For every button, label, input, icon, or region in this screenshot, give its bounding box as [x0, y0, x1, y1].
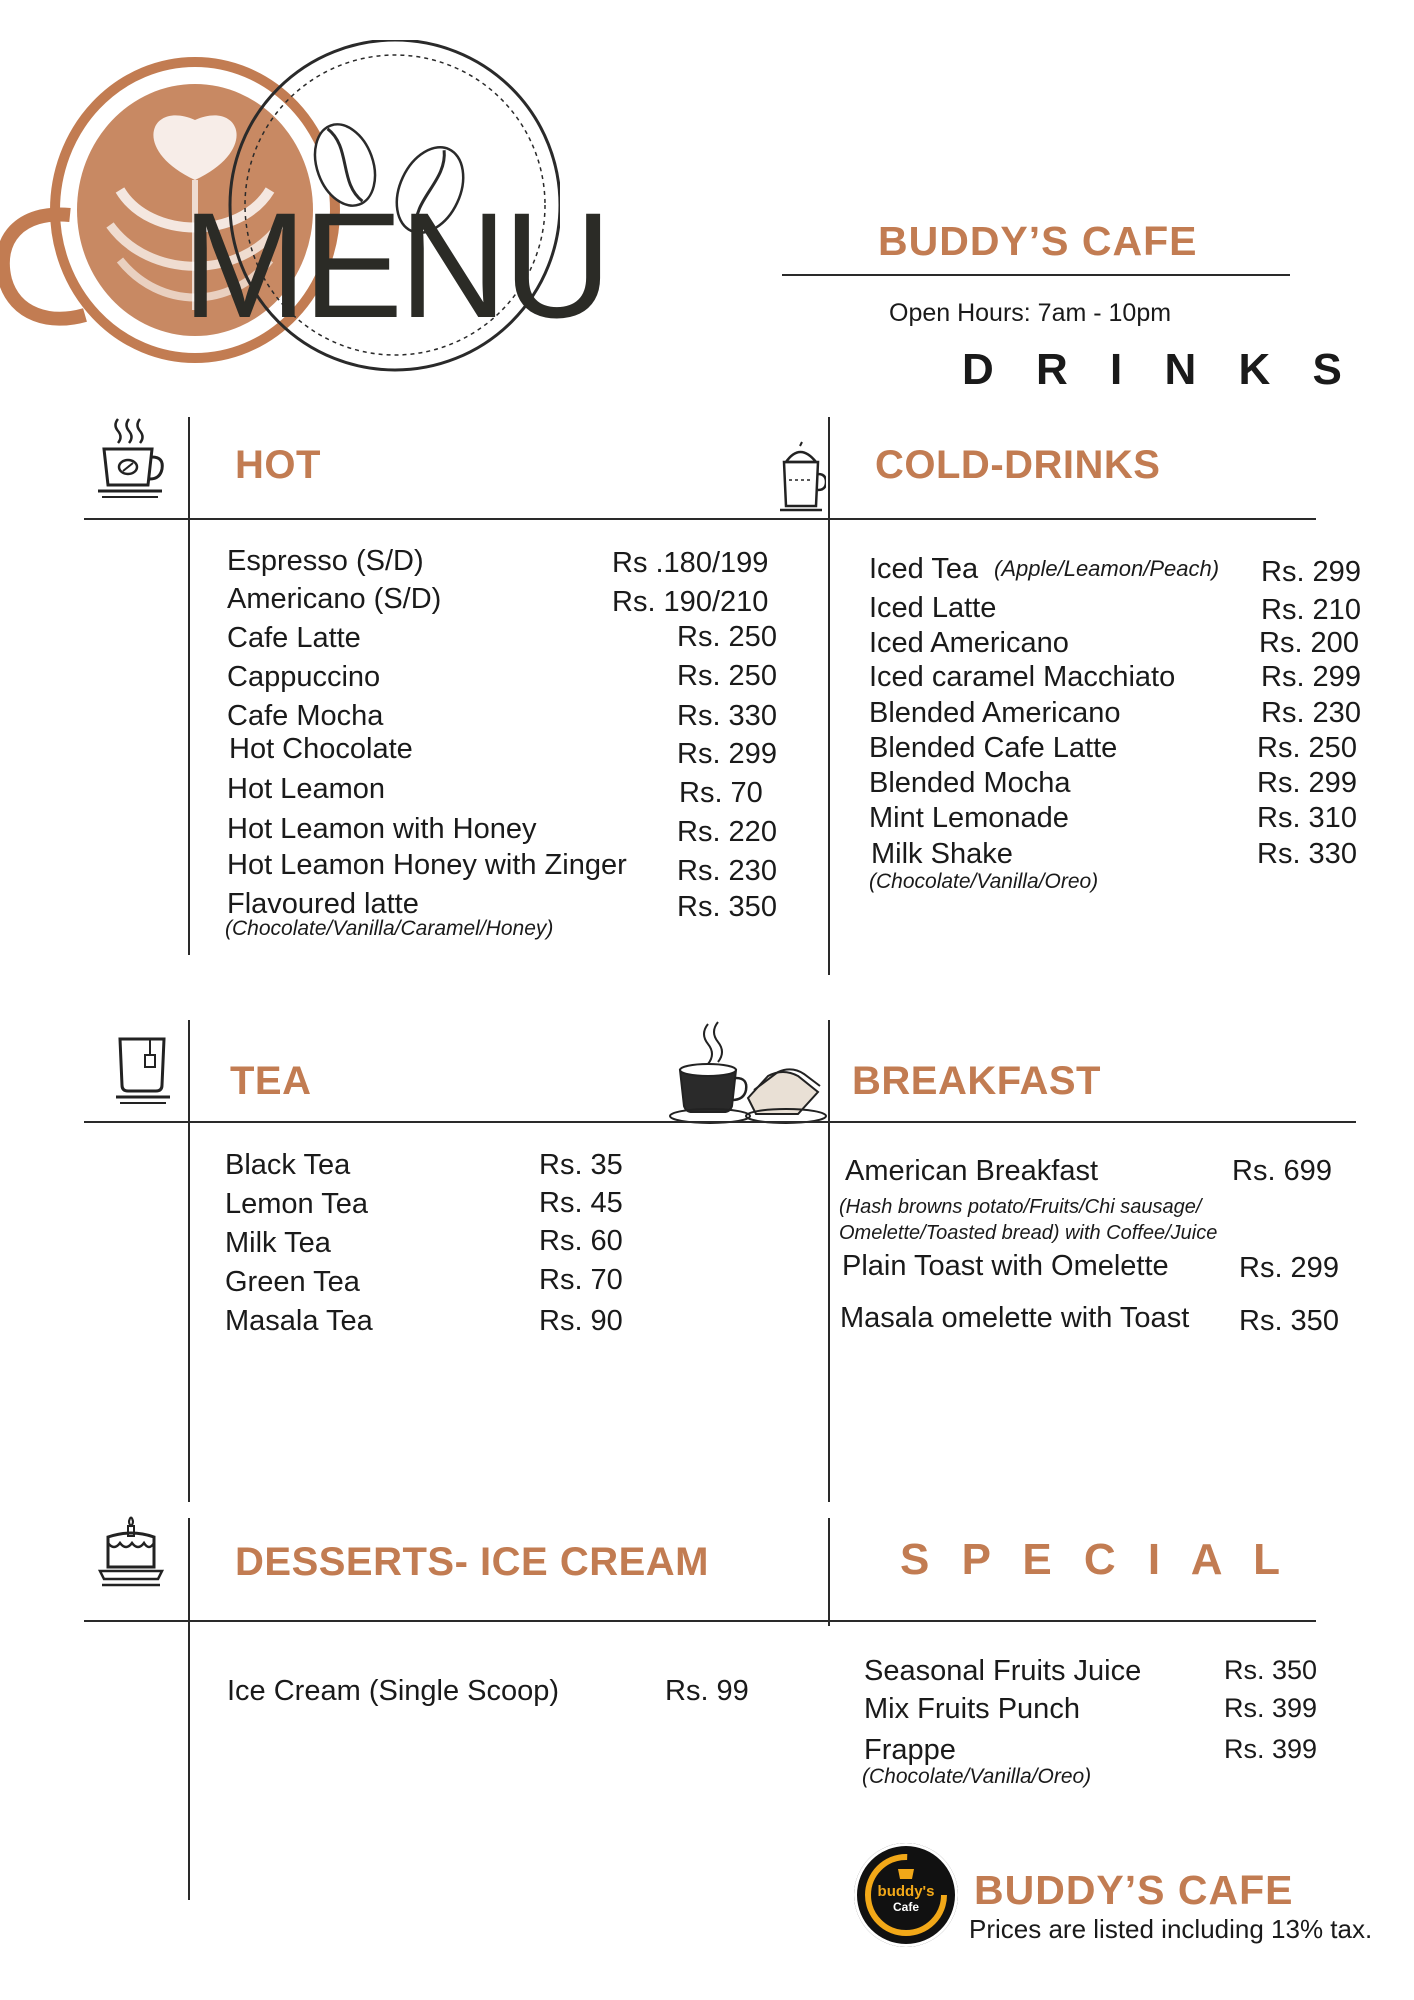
special-section-title: S P E C I A L	[900, 1535, 1290, 1584]
american-breakfast-note-1: (Hash browns potato/Fruits/Chi sausage/	[839, 1196, 1202, 1218]
hot-price-cappuccino: Rs. 250	[677, 660, 777, 692]
hot-price-hot-leamon-honey: Rs. 220	[677, 816, 777, 848]
special-item-frappe: Frappe	[864, 1734, 956, 1766]
open-hours: Open Hours: 7am - 10pm	[889, 299, 1172, 327]
hot-price-hot-chocolate: Rs. 299	[677, 738, 777, 770]
tea-item-milk-tea: Milk Tea	[225, 1227, 331, 1259]
tea-item-black-tea: Black Tea	[225, 1149, 351, 1181]
cold-price-mint-lemonade: Rs. 310	[1257, 802, 1357, 834]
special-item-mix-fruits-punch: Mix Fruits Punch	[864, 1693, 1080, 1725]
hot-price-americano: Rs. 190/210	[612, 586, 769, 618]
desserts-column-divider	[188, 1518, 190, 1900]
middle-center-divider	[828, 1020, 830, 1502]
flavoured-latte-note: (Chocolate/Vanilla/Caramel/Honey)	[225, 917, 554, 940]
footer-cafe-name: BUDDY’S CAFE	[974, 1867, 1294, 1913]
special-item-seasonal-juice: Seasonal Fruits Juice	[864, 1655, 1142, 1687]
breakfast-price-american: Rs. 699	[1232, 1155, 1332, 1187]
middle-header-line	[84, 1121, 1356, 1123]
cold-price-iced-latte: Rs. 210	[1261, 594, 1361, 626]
tea-price-milk-tea: Rs. 60	[539, 1225, 623, 1257]
cold-price-blended-americano: Rs. 230	[1261, 697, 1361, 729]
milk-shake-note: (Chocolate/Vanilla/Oreo)	[869, 870, 1099, 893]
cold-item-milk-shake: Milk Shake	[871, 838, 1013, 870]
hot-price-flavoured-latte: Rs. 350	[677, 891, 777, 923]
cold-price-iced-caramel-macchiato: Rs. 299	[1261, 661, 1361, 693]
tea-item-lemon-tea: Lemon Tea	[225, 1188, 368, 1220]
cold-item-iced-americano: Iced Americano	[869, 627, 1069, 659]
header-divider	[782, 274, 1290, 276]
hot-coffee-cup-icon	[96, 415, 166, 500]
cold-price-blended-mocha: Rs. 299	[1257, 767, 1357, 799]
dessert-price-ice-cream: Rs. 99	[665, 1675, 749, 1707]
tea-price-black-tea: Rs. 35	[539, 1149, 623, 1181]
tea-cup-icon	[112, 1035, 174, 1105]
hot-price-hot-leamon: Rs. 70	[679, 777, 763, 809]
hot-item-hot-chocolate: Hot Chocolate	[229, 733, 413, 765]
drinks-label: D R I N K S	[962, 345, 1357, 394]
breakfast-item-american: American Breakfast	[845, 1155, 1099, 1187]
cold-price-milk-shake: Rs. 330	[1257, 838, 1357, 870]
buddys-cafe-logo	[854, 1843, 958, 1947]
american-breakfast-note-2: Omelette/Toasted bread) with Coffee/Juice	[839, 1222, 1218, 1244]
hot-item-cappuccino: Cappuccino	[227, 661, 381, 693]
special-price-mix-fruits-punch: Rs. 399	[1224, 1693, 1318, 1723]
tea-price-green-tea: Rs. 70	[539, 1264, 623, 1296]
bottom-center-divider	[828, 1518, 830, 1626]
tax-note: Prices are listed including 13% tax.	[969, 1914, 1373, 1944]
cold-item-blended-americano: Blended Americano	[869, 697, 1121, 729]
cold-section-title: COLD-DRINKS	[875, 443, 1161, 487]
special-price-seasonal-juice: Rs. 350	[1224, 1655, 1318, 1685]
frappe-note: (Chocolate/Vanilla/Oreo)	[862, 1765, 1092, 1788]
hot-item-cafe-mocha: Cafe Mocha	[227, 700, 384, 732]
hot-item-americano: Americano (S/D)	[227, 583, 442, 615]
cold-price-blended-cafe-latte: Rs. 250	[1257, 732, 1357, 764]
dessert-item-ice-cream: Ice Cream (Single Scoop)	[227, 1675, 560, 1707]
desserts-section-title: DESSERTS- ICE CREAM	[235, 1540, 709, 1584]
hot-price-hot-leamon-zinger: Rs. 230	[677, 855, 777, 887]
breakfast-price-masala-omelette: Rs. 350	[1239, 1305, 1339, 1337]
breakfast-section-title: BREAKFAST	[852, 1059, 1101, 1103]
menu-title: MENU	[182, 181, 608, 349]
tea-item-green-tea: Green Tea	[225, 1266, 360, 1298]
cake-icon	[96, 1515, 166, 1590]
cafe-name-header: BUDDY’S CAFE	[878, 218, 1198, 264]
cold-item-iced-latte: Iced Latte	[869, 592, 997, 624]
hot-price-cafe-mocha: Rs. 330	[677, 700, 777, 732]
tea-price-masala-tea: Rs. 90	[539, 1305, 623, 1337]
tea-column-divider	[188, 1020, 190, 1502]
cold-item-iced-caramel-macchiato: Iced caramel Macchiato	[869, 661, 1176, 693]
hot-column-divider	[188, 417, 190, 955]
iced-drink-glass-icon	[776, 440, 826, 512]
breakfast-item-masala-omelette: Masala omelette with Toast	[840, 1302, 1190, 1334]
iced-tea-note: (Apple/Leamon/Peach)	[994, 556, 1220, 581]
logo-text-buddys: buddy's	[877, 1883, 935, 1900]
coffee-and-toast-icon	[668, 1020, 828, 1125]
cold-item-blended-mocha: Blended Mocha	[869, 767, 1071, 799]
hot-section-title: HOT	[235, 443, 321, 487]
drinks-center-divider	[828, 417, 830, 975]
hot-item-cafe-latte: Cafe Latte	[227, 622, 361, 654]
tea-item-masala-tea: Masala Tea	[225, 1305, 373, 1337]
cold-item-mint-lemonade: Mint Lemonade	[869, 802, 1069, 834]
hot-price-espresso: Rs .180/199	[612, 547, 769, 579]
hot-item-hot-leamon-honey: Hot Leamon with Honey	[227, 813, 537, 845]
tea-price-lemon-tea: Rs. 45	[539, 1187, 623, 1219]
cold-item-iced-tea: Iced Tea	[869, 553, 979, 585]
tea-section-title: TEA	[230, 1059, 312, 1103]
breakfast-item-plain-toast: Plain Toast with Omelette	[842, 1250, 1169, 1282]
bottom-header-line	[84, 1620, 1316, 1622]
drinks-header-line	[84, 518, 1316, 520]
special-price-frappe: Rs. 399	[1224, 1734, 1318, 1764]
hot-item-hot-leamon: Hot Leamon	[227, 773, 385, 805]
hot-item-espresso: Espresso (S/D)	[227, 545, 424, 577]
cold-price-iced-tea: Rs. 299	[1261, 556, 1361, 588]
hot-item-hot-leamon-zinger: Hot Leamon Honey with Zinger	[227, 849, 627, 881]
breakfast-price-plain-toast: Rs. 299	[1239, 1252, 1339, 1284]
cold-item-blended-cafe-latte: Blended Cafe Latte	[869, 732, 1118, 764]
hot-price-cafe-latte: Rs. 250	[677, 621, 777, 653]
logo-text-cafe: Cafe	[892, 1900, 919, 1914]
cold-price-iced-americano: Rs. 200	[1259, 627, 1359, 659]
hot-item-flavoured-latte: Flavoured latte	[227, 888, 419, 920]
